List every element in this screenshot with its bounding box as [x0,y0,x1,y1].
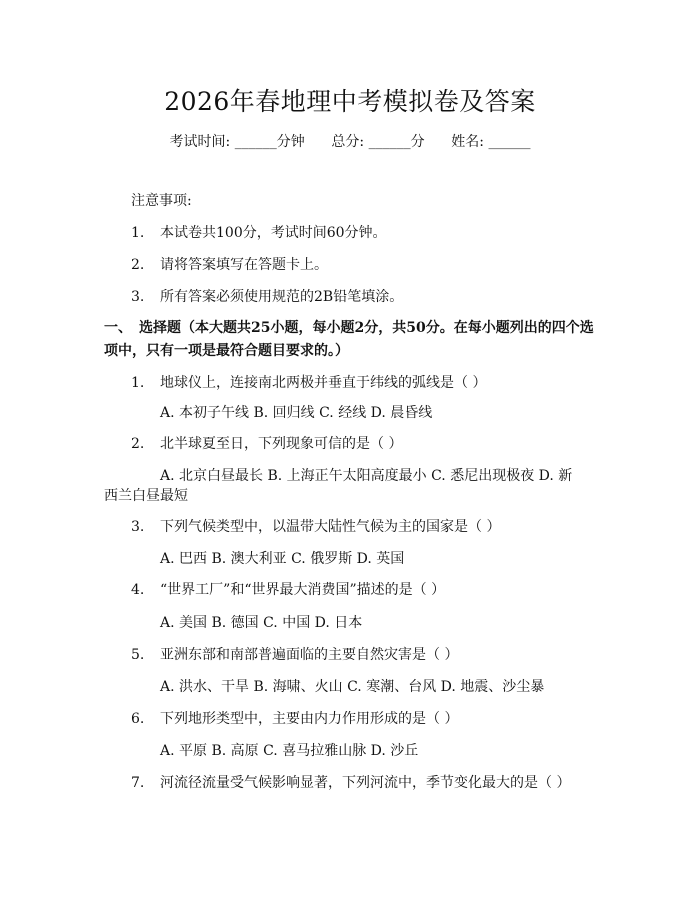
question-options: A. 巴西 B. 澳大利亚 C. 俄罗斯 D. 英国 [160,551,405,567]
section-number: 一、 [104,320,132,336]
question-number: 7. [131,775,145,791]
notice-item-text: 本试卷共100分，考试时间60分钟。 [160,225,387,241]
notice-item-number: 1. [131,225,145,241]
question-options-continued: 西兰白昼最短 [104,488,188,504]
question-text: 亚洲东部和南部普遍面临的主要自然灾害是（ ） [160,647,459,663]
question-text: 北半球夏至日，下列现象可信的是（ ） [160,436,403,452]
question-text: 下列地形类型中，主要由内力作用形成的是（ ） [160,711,459,727]
question-number: 4. [131,582,145,598]
question-text: 下列气候类型中，以温带大陆性气候为主的国家是（ ） [160,519,501,535]
question-options: A. 北京白昼最长 B. 上海正午太阳高度最小 C. 悉尼出现极夜 D. 新 [160,468,573,484]
notice-item-text: 所有答案必须使用规范的2B铅笔填涂。 [160,289,404,305]
exam-info-line: 考试时间: ______分钟 总分: ______分 姓名: ______ [169,134,531,150]
notice-item-text: 请将答案填写在答题卡上。 [160,257,328,273]
question-number: 2. [131,436,145,452]
question-options: A. 洪水、干旱 B. 海啸、火山 C. 寒潮、台风 D. 地震、沙尘暴 [160,679,545,695]
question-text: 河流径流量受气候影响显著，下列河流中，季节变化最大的是（ ） [160,775,571,791]
question-number: 6. [131,711,145,727]
question-number: 5. [131,647,145,663]
question-options: A. 平原 B. 高原 C. 喜马拉雅山脉 D. 沙丘 [160,743,419,759]
notice-item-number: 3. [131,289,145,305]
question-text: 地球仪上，连接南北两极并垂直于纬线的弧线是（ ） [160,375,487,391]
question-number: 1. [131,375,145,391]
question-number: 3. [131,519,145,535]
question-text: “世界工厂”和“世界最大消费国”描述的是（ ） [160,582,446,598]
section-heading-line1: 选择题（本大题共25小题，每小题2分，共50分。在每小题列出的四个选 [139,320,594,336]
question-options: A. 美国 B. 德国 C. 中国 D. 日本 [160,615,363,631]
question-options: A. 本初子午线 B. 回归线 C. 经线 D. 晨昏线 [160,405,433,421]
section-heading-line2: 项中，只有一项是最符合题目要求的。） [104,343,349,359]
notice-item-number: 2. [131,257,145,273]
page-title: 2026年春地理中考模拟卷及答案 [164,87,536,116]
notice-heading: 注意事项: [131,193,192,209]
